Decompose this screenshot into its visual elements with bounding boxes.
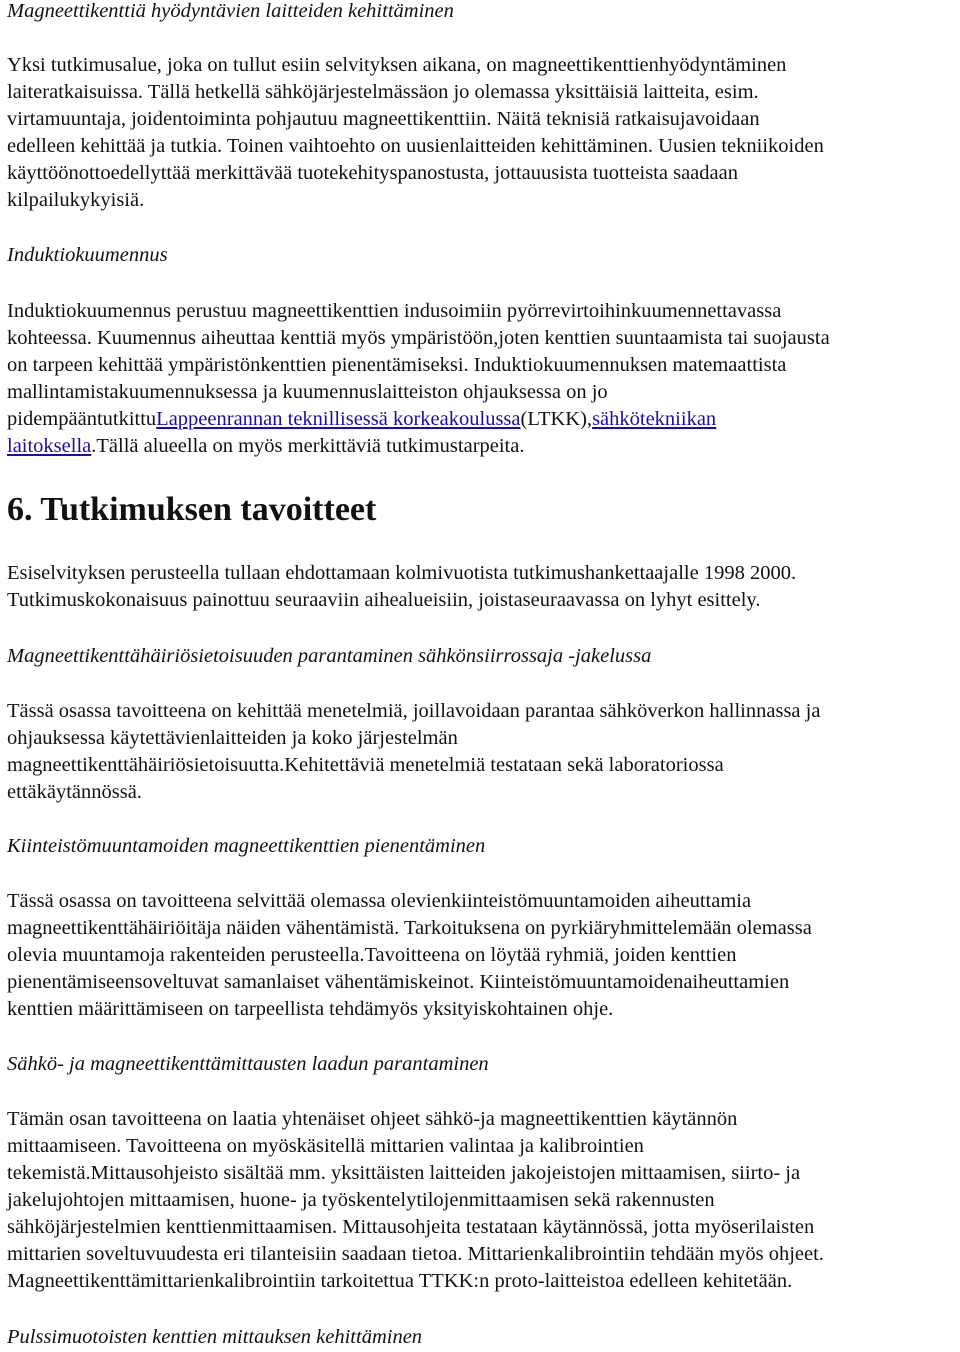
link-sahkotekniikan[interactable]: sähkötekniikan <box>592 408 717 430</box>
text-run: pidempääntutkittu <box>7 408 157 430</box>
section-heading: Pulssimuotoisten kenttien mittauksen kehittäminen <box>7 1326 423 1348</box>
paragraph-line: mittaamiseen. Tavoitteena on myöskäsitellä mittarien valintaa ja kalibrointien <box>7 1135 644 1157</box>
paragraph-line: olevia muuntamoja rakenteiden perusteella.Tavoitteena on löytää ryhmiä, joiden kenttien <box>7 944 737 966</box>
section-heading: Kiinteistömuuntamoiden magneettikenttien pienentäminen <box>7 835 486 857</box>
paragraph-line: tekemistä.Mittausohjeisto sisältää mm. yksittäisten laitteiden jakojeistojen mittaamisen, siirto- ja <box>7 1162 801 1184</box>
text-run: .Tällä alueella on myös merkittäviä tutkimustarpeita. <box>91 435 525 457</box>
link-laitoksella[interactable]: laitoksella <box>7 435 92 457</box>
paragraph-line: kenttien määrittämiseen on tarpeellista tehdämyös yksityiskohtainen ohje. <box>7 998 614 1020</box>
paragraph-line: virtamuuntaja, joidentoiminta pohjautuu magneettikenttiin. Näitä teknisiä ratkaisujavoidaan <box>7 108 760 130</box>
paragraph-line: ohjauksessa käytettävienlaitteiden ja koko järjestelmän <box>7 727 458 749</box>
paragraph-line: kilpailukykyisiä. <box>7 189 145 211</box>
paragraph-line: Tutkimuskokonaisuus painottuu seuraaviin aihealueisiin, joistaseuraavassa on lyhyt esittely. <box>7 589 761 611</box>
paragraph-line: Magneettikenttämittarienkalibrointiin tarkoitettua TTKK:n proto-laitteistoa edelleen kehitetään. <box>7 1270 793 1292</box>
chapter-title: 6. Tutkimuksen tavoitteet <box>7 491 377 528</box>
paragraph-line: Yksi tutkimusalue, joka on tullut esiin selvityksen aikana, on magneettikenttienhyödyntäminen <box>7 54 787 76</box>
paragraph-line: kohteessa. Kuumennus aiheuttaa kenttiä myös ympäristöön,joten kenttien suuntaamista tai suojausta <box>7 327 830 349</box>
paragraph-line: Tässä osassa on tavoitteena selvittää olemassa olevienkiinteistömuuntamoiden aiheuttamia <box>7 890 752 912</box>
section-heading: Induktiokuumennus <box>7 244 168 266</box>
text-run: (LTKK), <box>520 408 593 430</box>
paragraph-line: sähköjärjestelmien kenttienmittaamisen. Mittausohjeita testataan käytännössä, jotta myöserilaisten <box>7 1216 815 1238</box>
paragraph-line: käyttöönottoedellyttää merkittävää tuotekehityspanostusta, jottauusista tuotteista saadaan <box>7 162 738 184</box>
paragraph-line: Tämän osan tavoitteena on laatia yhtenäiset ohjeet sähkö-ja magneettikenttien käytännön <box>7 1108 738 1130</box>
paragraph-line: laiteratkaisuissa. Tällä hetkellä sähköjärjestelmässäon jo olemassa yksittäisiä laitteita, esim. <box>7 81 759 103</box>
paragraph-line: Tässä osassa tavoitteena on kehittää menetelmiä, joillavoidaan parantaa sähköverkon hallinnassa ja <box>7 700 821 722</box>
paragraph-line <box>7 406 716 433</box>
paragraph-line: mittarien soveltuvuudesta eri tilanteisiin saadaan tietoa. Mittarienkalibrointiin tehdään myös ohjeet. <box>7 1243 824 1265</box>
paragraph-line: jakelujohtojen mittaamisen, huone- ja työskentelytilojenmittaamisen sekä rakennusten <box>7 1189 715 1211</box>
paragraph-line <box>7 433 524 460</box>
link-lappeenranta[interactable]: Lappeenrannan teknillisessä korkeakoulussa <box>156 408 521 430</box>
section-heading: Magneettikenttiä hyödyntävien laitteiden kehittäminen <box>7 0 454 22</box>
section-heading: Magneettikenttähäiriösietoisuuden parantaminen sähkönsiirrossaja -jakelussa <box>7 645 652 667</box>
paragraph-line: magneettikenttähäiriösietoisuutta.Kehitettäviä menetelmiä testataan sekä laboratoriossa <box>7 754 724 776</box>
paragraph-line: pienentämiseensoveltuvat samanlaiset vähentämiskeinot. Kiinteistömuuntamoidenaiheuttamien <box>7 971 790 993</box>
paragraph-line: ettäkäytännössä. <box>7 781 142 803</box>
paragraph-line: magneettikenttähäiriöitäja näiden vähentämistä. Tarkoituksena on pyrkiäryhmittelemään olemassa <box>7 917 812 939</box>
section-heading: Sähkö- ja magneettikenttämittausten laadun parantaminen <box>7 1053 489 1075</box>
paragraph-line: mallintamistakuumennuksessa ja kuumennuslaitteiston ohjauksessa on jo <box>7 381 608 403</box>
paragraph-line: on tarpeen kehittää ympäristönkenttien pienentämiseksi. Induktiokuumennuksen matemaattista <box>7 354 787 376</box>
paragraph-line: edelleen kehittää ja tutkia. Toinen vaihtoehto on uusienlaitteiden kehittäminen. Uusien tekniikoiden <box>7 135 824 157</box>
paragraph-line: Esiselvityksen perusteella tullaan ehdottamaan kolmivuotista tutkimushankettaajalle 1998 2000. <box>7 562 797 584</box>
paragraph-line: Induktiokuumennus perustuu magneettikenttien indusoimiin pyörrevirtoihinkuumennettavassa <box>7 300 782 322</box>
